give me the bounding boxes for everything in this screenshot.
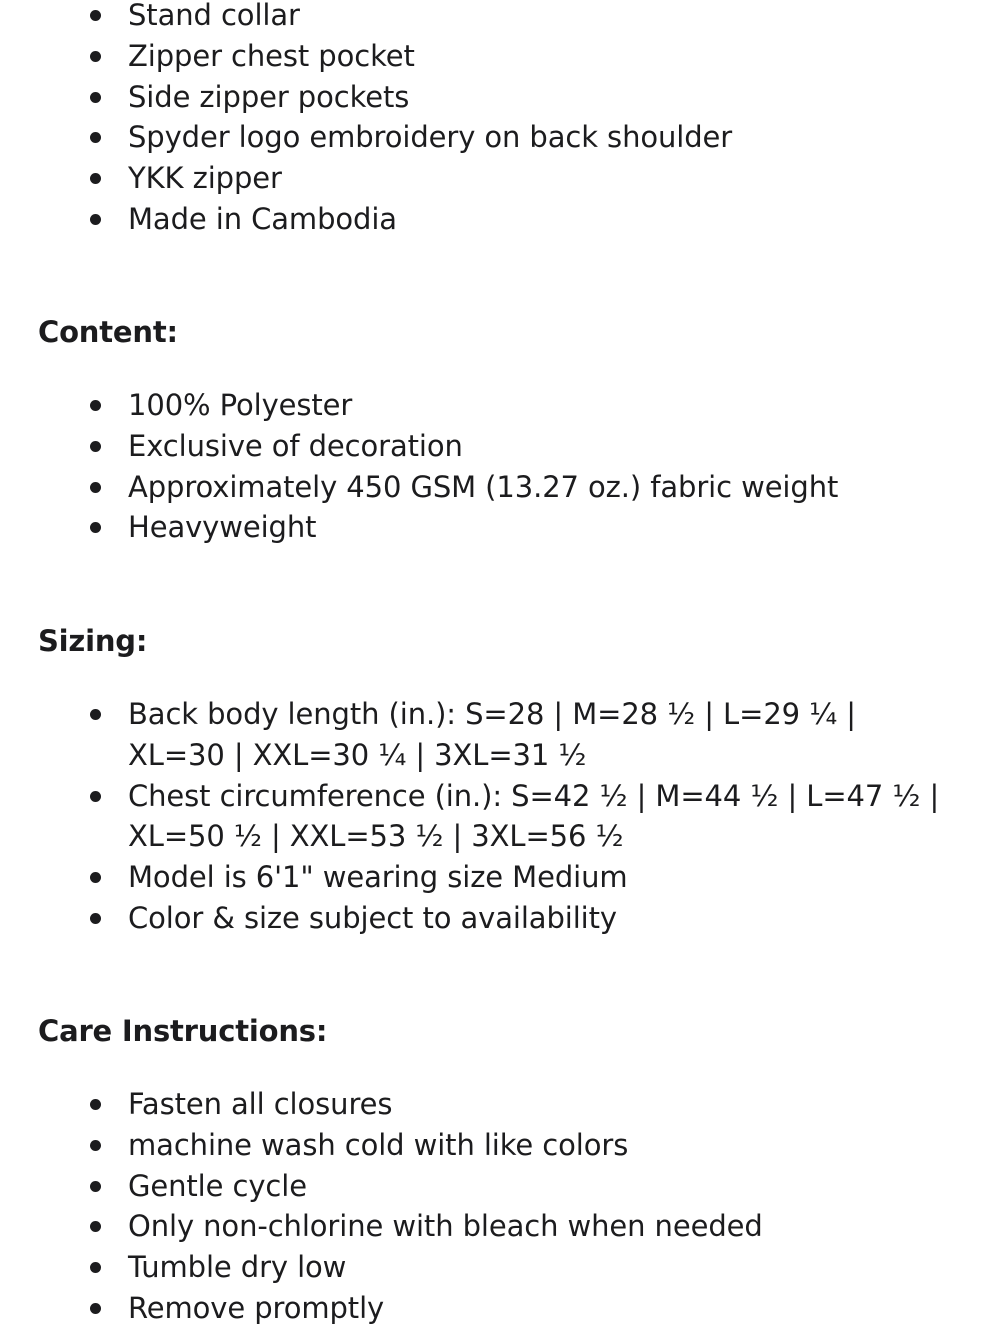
care-heading: Care Instructions: [38, 1014, 328, 1048]
list-item: Side zipper pockets [0, 77, 1000, 118]
bullet-icon [90, 173, 101, 184]
content-list [0, 385, 1000, 548]
list-item: Only non-chlorine with bleach when needed [0, 1206, 1000, 1247]
bullet-icon [90, 441, 101, 452]
list-item: Made in Cambodia [0, 199, 1000, 240]
bullet-icon [90, 400, 101, 411]
list-item: Heavyweight [0, 507, 1000, 548]
list-item: Remove promptly [0, 1288, 1000, 1329]
list-item: Back body length (in.): S=28 | M=28 ½ | L=29 ¼ | XL=30 | XXL=30 ¼ | 3XL=31 ½ [0, 694, 1000, 776]
list-item: Exclusive of decoration [0, 426, 1000, 467]
bullet-icon [90, 1140, 101, 1151]
list-item: YKK zipper [0, 158, 1000, 199]
bullet-icon [90, 1221, 101, 1232]
bullet-icon [90, 1262, 101, 1273]
bullet-icon [90, 1099, 101, 1110]
bullet-icon [90, 709, 101, 720]
bullet-icon [90, 522, 101, 533]
bullet-icon [90, 872, 101, 883]
list-item: Color & size subject to availability [0, 898, 1000, 939]
list-item: Model is 6'1" wearing size Medium [0, 857, 1000, 898]
bullet-icon [90, 214, 101, 225]
bullet-icon [90, 1303, 101, 1314]
sizing-heading: Sizing: [38, 624, 148, 658]
list-item: Zipper chest pocket [0, 36, 1000, 77]
content-heading: Content: [38, 315, 178, 349]
features-list [0, 0, 1000, 240]
bullet-icon [90, 10, 101, 21]
bullet-icon [90, 132, 101, 143]
bullet-icon [90, 913, 101, 924]
care-list [0, 1084, 1000, 1329]
list-item: 100% Polyester [0, 385, 1000, 426]
list-item: Chest circumference (in.): S=42 ½ | M=44 ½ | L=47 ½ | XL=50 ½ | XXL=53 ½ | 3XL=56 ½ [0, 776, 1000, 858]
sizing-list [0, 694, 1000, 939]
list-item: Approximately 450 GSM (13.27 oz.) fabric weight [0, 467, 1000, 508]
bullet-icon [90, 482, 101, 493]
bullet-icon [90, 791, 101, 802]
list-item: Fasten all closures [0, 1084, 1000, 1125]
bullet-icon [90, 51, 101, 62]
list-item: machine wash cold with like colors [0, 1125, 1000, 1166]
list-item: Spyder logo embroidery on back shoulder [0, 117, 1000, 158]
list-item: Tumble dry low [0, 1247, 1000, 1288]
bullet-icon [90, 1181, 101, 1192]
list-item: Gentle cycle [0, 1166, 1000, 1207]
bullet-icon [90, 92, 101, 103]
list-item: Stand collar [0, 0, 1000, 36]
